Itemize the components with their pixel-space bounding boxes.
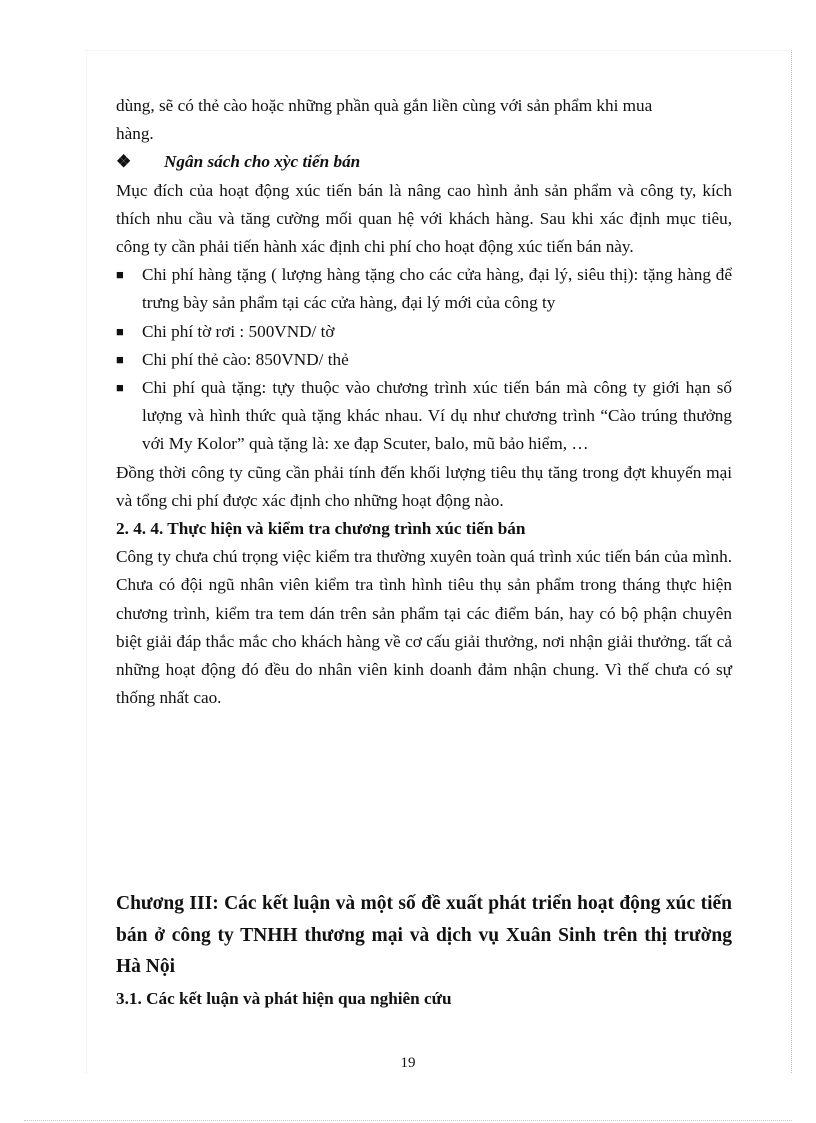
cost-item-text: Chi phí hàng tặng ( lượng hàng tặng cho các cửa hàng, đại lý, siêu thị): tặng hàng để trưng bày sản phẩm tại các cửa hàng, đại lý mới của công ty <box>142 265 732 313</box>
intro-line-1: dùng, sẽ có thẻ cào hoặc những phần quà gắn liền cùng với sản phẩm khi mua <box>116 96 653 115</box>
budget-heading <box>116 148 732 176</box>
cost-item-text: Chi phí quà tặng: tựy thuộc vào chương trình xúc tiến bán mà công ty giới hạn số lượng và hình thức quà tặng khác nhau. Ví dụ như chương trình “Cào trúng thưởng với My Kolor” quà tặng là: xe đạp Scuter, balo, mũ bảo hiểm, … <box>142 378 732 454</box>
cost-item-text: Chi phí tờ rơi : 500VND/ tờ <box>142 321 335 341</box>
budget-heading-text: Ngân sách cho xỳc tiến bán <box>164 152 361 172</box>
cost-list-item <box>116 374 732 459</box>
square-bullet-icon: ■ <box>116 323 124 339</box>
section-3-1-heading: 3.1. Các kết luận và phát hiện qua nghiên cứu <box>116 988 452 1008</box>
document-body <box>116 92 732 1013</box>
cost-list-item <box>116 318 732 346</box>
square-bullet-icon: ■ <box>116 267 124 283</box>
volume-paragraph: Đồng thời công ty cũng cần phải tính đến khối lượng tiêu thụ tăng trong đợt khuyến mại và tổng chi phí được xác định cho những hoạt động nào. <box>116 462 732 510</box>
intro-line-2: hàng. <box>116 124 154 144</box>
square-bullet-icon: ■ <box>116 380 124 396</box>
page-number: 19 <box>400 1055 416 1071</box>
square-bullet-icon: ■ <box>116 351 124 367</box>
blank-space <box>116 712 732 888</box>
cost-list-item <box>116 261 732 317</box>
diamond-bullet-icon: ❖ <box>116 152 132 172</box>
cost-list-item <box>116 346 732 374</box>
page-bottom-rule <box>24 1120 792 1121</box>
budget-paragraph: Mục đích của hoạt động xúc tiến bán là nâng cao hình ảnh sản phẩm và công ty, kích thích nhu cầu và tăng cường mối quan hệ với khách hàng. Sau khi xác định mục tiêu, công ty cần phải tiến hành xác định chi phí cho hoạt động xúc tiến bán này. <box>116 180 732 257</box>
chapter-heading: Chương III: Các kết luận và một số đề xuất phát triển hoạt động xúc tiến bán ở công ty TNHH thương mại và dịch vụ Xuân Sinh trên thị trường Hà Nội <box>116 893 732 978</box>
cost-item-text: Chi phí thẻ cào: 850VND/ thẻ <box>142 349 349 369</box>
section-2-4-4-heading: 2. 4. 4. Thực hiện và kiểm tra chương trình xúc tiến bán <box>116 519 526 539</box>
section-2-4-4-paragraph: Công ty chưa chú trọng việc kiểm tra thường xuyên toàn quá trình xúc tiến bán của mình. Chưa có đội ngũ nhân viên kiểm tra tình hình tiêu thụ sản phẩm trong tháng thực hiện chương trình, kiểm tra tem dán trên sản phẩm tại các điểm bán, hay có bộ phận chuyên biệt giải đáp thắc mắc cho khách hàng về cơ cấu giải thưởng, nơi nhận giải thưởng. tất cả những hoạt động đó đều do nhân viên kinh doanh đảm nhận chung. Vì thế chưa có sự thống nhất cao. <box>116 547 732 708</box>
